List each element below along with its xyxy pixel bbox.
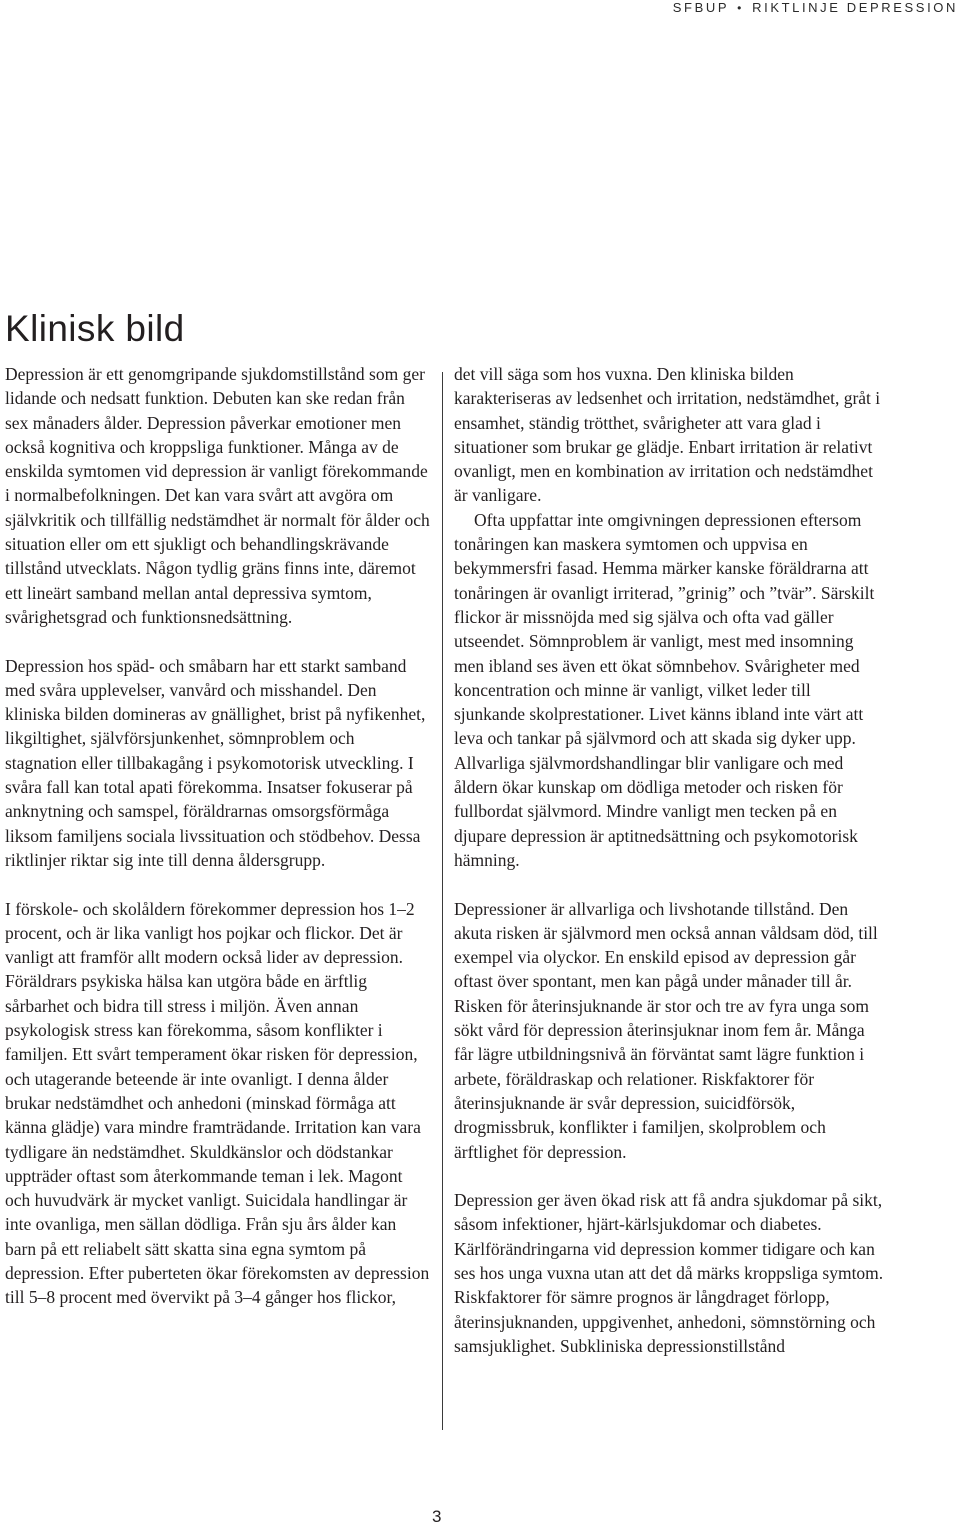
paragraph-masking: Ofta uppfattar inte omgivningen depressionen eftersom tonåringen kan maskera symtomen och uppvisa en bekymmersfri fasad. Hemma märker kanske föräldrarna att tonåringen är ovanligt irriterad, ”grinig” och ”tvär”. Särskilt flickor är missnöjda med sig själva och ofta vad gäller utseendet. Sömnproblem är vanligt, mest med insomning men ibland ses även ett ökat sömnbehov. Svårigheter med koncentration och minne är vanligt, vilket leder till sjunkande skolprestationer. Livet känns ibland inte värt att leva och tankar på självmord och att skada sig dyker upp. Allvarliga självmordshandlingar blir vanligare och med åldern ökar kunskap om dödliga metoder och risken för fullbordat självmord. Mindre vanligt men tecken på en djupare depression är aptitnedsättning och psykomotorisk hämning. [454,509,875,870]
section-title: Klinisk bild [5,308,185,349]
paragraph-intro: Depression är ett genomgripande sjukdomstillstånd som ger lidande och nedsatt funktion. Debuten kan ske redan från sex månaders ålder. Depression påverkar emotioner men också kognitiva och kroppsliga funktioner. Många av de enskilda symtomen vid depression är vanligt förekommande i normalbefolkningen. Det kan vara svårt att avgöra om självkritik och tillfällig nedstämdhet är normalt för ålder och situation eller om ett sjukligt och behandlingskrävande tillstånd utvecklats. Någon tydlig gräns finns inte, däremot ett lineärt samband mellan antal depressiva symtom, svårighetsgrad och funktionsnedsättning. [5,364,430,627]
paragraph-infants: Depression hos späd- och småbarn har ett starkt samband med svåra upplevelser, vanvård och misshandel. Den kliniska bilden domineras av gnällighet, brist på nyfikenhet, likgiltighet, självförsjunkenhet, sömnproblem och stagnation eller tillbakagång i psykomotorisk utveckling. I svåra fall kan total apati förekomma. Insatser fokuserar på anknytning och samspel, föräldrarnas omsorgsförmåga liksom familjens sociala livssituation och stödbehov. Dessa riktlinjer riktar sig inte till denna åldersgrupp. [5,655,426,870]
paragraph-prognosis: Depressioner är allvarliga och livshotande tillstånd. Den akuta risken är självmord men också annan våldsam död, till exempel via olyckor. En enskild episod av depression går oftast över spontant, men kan pågå under månader till år. Risken för återinsjuknande är stor och tre av fyra unga som sökt vård för depression återinsjuknar inom fem år. Många får lägre utbildningsnivå än förväntat samt lägre funktion i arbete, föräldraskap och relationer. Riskfaktorer för återinsjuknande är svår depression, suicidförsök, drogmissbruk, konflikter i familjen, skolproblem och ärftlighet för depression. [454,898,878,1162]
column-divider [442,372,443,1430]
running-head-separator: • [737,1,744,15]
paragraph-adolescent-symptoms: det vill säga som hos vuxna. Den kliniska bilden karakteriseras av ledsenhet och irritation, nedstämdhet, gråt i ensamhet, ständig trötthet, svårigheter att vara glad i situationer som brukar ge glädje. Enbart irritation är relativt ovanligt, men en kombination av irritation och nedstämdhet är vanligare. [454,364,881,506]
left-column [5,362,430,1310]
running-head [673,0,958,15]
paragraph-somatic-risk: Depression ger även ökad risk att få andra sjukdomar på sikt, såsom infektioner, hjärt-kärlsjukdomar och diabetes. Kärlförändringarna vid depression kommer tidigare och kan ses hos unga vuxna utan att det då märks kroppsliga symtom. Riskfaktorer för sämre prognos är långdraget förlopp, återinsjuknanden, uppgivenhet, anhedoni, sömnstörning och samsjuklighet. Subkliniska depressionstillstånd [454,1190,884,1356]
running-head-publisher: SFBUP [672,0,729,15]
running-head-document: RIKTLINJE DEPRESSION [752,0,958,15]
right-column [454,362,884,1358]
page-number: 3 [432,1507,442,1526]
paragraph-school-age: I förskole- och skolåldern förekommer depression hos 1–2 procent, och är lika vanligt hos pojkar och flickor. Det är vanligt att framför allt modern också lider av depression. Föräldrars psykiska hälsa kan utgöra både en ärftlig sårbarhet och bidra till stress i miljön. Även annan psykologisk stress kan förekomma, såsom konflikter i familjen. Ett svårt temperament ökar risken för depression, och utagerande beteende är inte ovanligt. I denna ålder brukar nedstämdhet och anhedoni (minskad förmåga att känna glädje) vara mindre framträdande. Irritation kan vara tydligare än nedstämdhet. Skuldkänslor och dödstankar uppträder oftast som återkommande teman i lek. Magont och huvudvärk är mycket vanligt. Suicidala handlingar är inte ovanliga, men sällan dödliga. Från sju års ålder kan barn på ett reliabelt sätt skatta sina egna symtom på depression. Efter puberteten ökar förekomsten av depression till 5–8 procent med övervikt på 3–4 gånger hos flickor, [5,898,430,1308]
